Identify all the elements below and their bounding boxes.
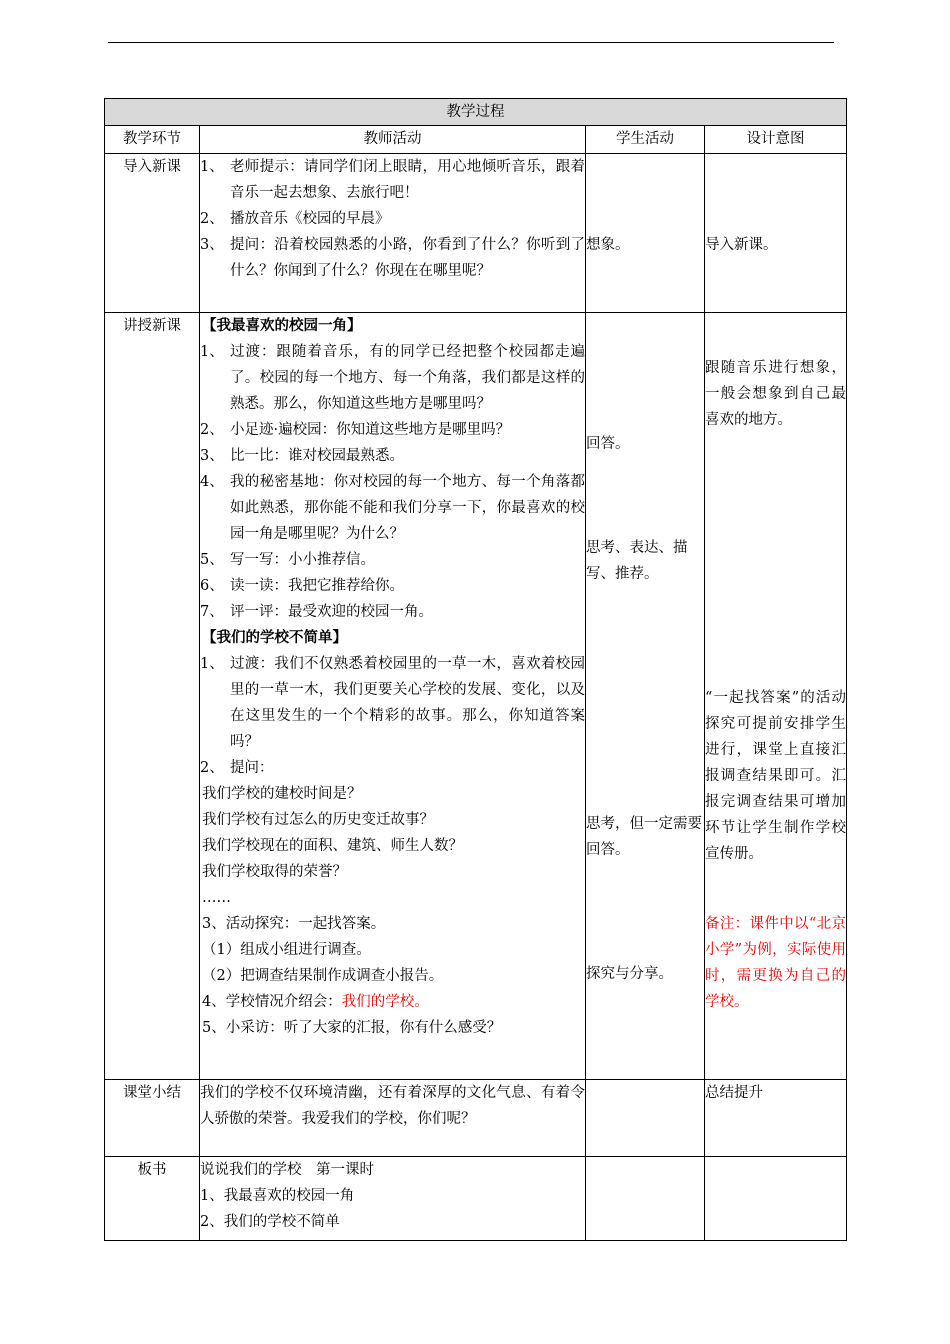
- student-text: 回答。: [586, 436, 630, 452]
- intro-student-activity: [586, 154, 705, 313]
- section-board: 板书: [105, 1157, 200, 1241]
- part1-title: 【我最喜欢的校园一角】: [202, 317, 362, 334]
- student-text: 探究与分享。: [586, 966, 673, 982]
- list-item: 4、 我的秘密基地：你对校园的每一个地方、每一个角落都如此熟悉，那你能不能和我们分享一下，你最喜欢的校园一角是哪里呢？为什么？: [200, 474, 585, 542]
- list-item: 7、 评一评：最受欢迎的校园一角。: [200, 604, 433, 620]
- sub-step: （2）把调查结果制作成调查小报告。: [202, 968, 444, 984]
- table-row-intro: [105, 154, 847, 313]
- header-rule: [108, 42, 834, 43]
- list-item: 2、 小足迹·遍校园：你知道这些地方是哪里吗？: [200, 422, 511, 438]
- teaching-process-table: [104, 98, 847, 1241]
- board-line: 说说我们的学校 第一课时: [200, 1162, 374, 1178]
- design-note: 备注：课件中以“北京小学”为例，实际使用时，需更换为自己的学校。: [705, 916, 846, 1010]
- intro-teacher-activity: [200, 154, 586, 313]
- summary-design-intent: 总结提升: [705, 1080, 847, 1157]
- header-row: [105, 126, 847, 154]
- question: 我们学校有过怎么的历史变迁故事？: [202, 812, 434, 828]
- table-title: 教学过程: [105, 99, 847, 126]
- activity-line: 3、活动探究：一起找答案。: [202, 916, 386, 932]
- list-item: 3、 比一比：谁对校园最熟悉。: [200, 448, 404, 464]
- summary-text: 我们的学校不仅环境清幽，还有着深厚的文化气息、有着令人骄傲的荣誉。我爱我们的学校，你们呢？: [200, 1080, 586, 1157]
- table-row-board: [105, 1157, 847, 1241]
- title-row: [105, 99, 847, 126]
- header-teacher-activity: 教师活动: [200, 126, 586, 154]
- list-item: 3、 提问：沿着校园熟悉的小路，你看到了什么？你听到了什么？你闻到了什么？你现在在哪里呢？: [200, 237, 585, 279]
- question: 我们学校现在的面积、建筑、师生人数？: [202, 838, 463, 854]
- intro-design-intent: [705, 154, 847, 313]
- intro-meeting-line: 4、学校情况介绍会：我们的学校。: [202, 994, 429, 1010]
- board-design-intent: [705, 1157, 847, 1241]
- table-row-summary: [105, 1080, 847, 1157]
- list-item: 2、 提问：: [200, 760, 274, 776]
- student-text: 思考，但一定需要回答。: [586, 816, 702, 858]
- list-item: 1、 过渡：跟随着音乐，有的同学已经把整个校园都走遍了。校园的每一个地方、每一个角落，我们都是这样的熟悉。那么，你知道这些地方是哪里吗？: [200, 344, 585, 412]
- board-student-activity: [586, 1157, 705, 1241]
- board-line: 2、我们的学校不简单: [200, 1214, 340, 1230]
- ellipsis: ……: [202, 890, 231, 906]
- list-item: 1、 老师提示：请同学们闭上眼睛，用心地倾听音乐，跟着音乐一起去想象、去旅行吧！: [200, 159, 585, 201]
- section-teach: 讲授新课: [105, 313, 200, 1080]
- red-highlight: 我们的学校。: [341, 994, 429, 1010]
- list-item: 6、 读一读：我把它推荐给你。: [200, 578, 404, 594]
- teach-teacher-activity: [200, 313, 586, 1080]
- board-content: [200, 1157, 586, 1241]
- header-student-activity: 学生活动: [586, 126, 705, 154]
- teach-student-activity: [586, 313, 705, 1080]
- design-text: 跟随音乐进行想象，一般会想象到自己最喜欢的地方。: [705, 360, 846, 428]
- section-intro: 导入新课: [105, 154, 200, 313]
- summary-student-activity: [586, 1080, 705, 1157]
- header-design-intent: 设计意图: [705, 126, 847, 154]
- list-item: 5、 写一写：小小推荐信。: [200, 552, 375, 568]
- student-text: 思考、表达、描写、推荐。: [586, 540, 688, 582]
- section-summary: 课堂小结: [105, 1080, 200, 1157]
- interview-line: 5、小采访：听了大家的汇报，你有什么感受？: [202, 1020, 502, 1036]
- question: 我们学校的建校时间是？: [202, 786, 362, 802]
- question: 我们学校取得的荣誉？: [202, 864, 347, 880]
- header-stage: 教学环节: [105, 126, 200, 154]
- table-row-teach: [105, 313, 847, 1080]
- teach-design-intent: [705, 313, 847, 1080]
- part2-title: 【我们的学校不简单】: [202, 629, 347, 646]
- design-text: 导入新课。: [705, 237, 778, 253]
- list-item: 1、 过渡：我们不仅熟悉着校园里的一草一木，喜欢着校园里的一草一木，我们更要关心学校的发展、变化，以及在这里发生的一个个精彩的故事。那么，你知道答案吗？: [200, 656, 585, 750]
- student-text: 想象。: [586, 237, 630, 253]
- list-item: 2、 播放音乐《校园的早晨》: [200, 211, 390, 227]
- board-line: 1、我最喜欢的校园一角: [200, 1188, 355, 1204]
- design-text: “一起找答案”的活动探究可提前安排学生进行，课堂上直接汇报调查结果即可。汇报完调查结果可增加环节让学生制作学校宣传册。: [705, 690, 846, 862]
- sub-step: （1）组成小组进行调查。: [202, 942, 371, 958]
